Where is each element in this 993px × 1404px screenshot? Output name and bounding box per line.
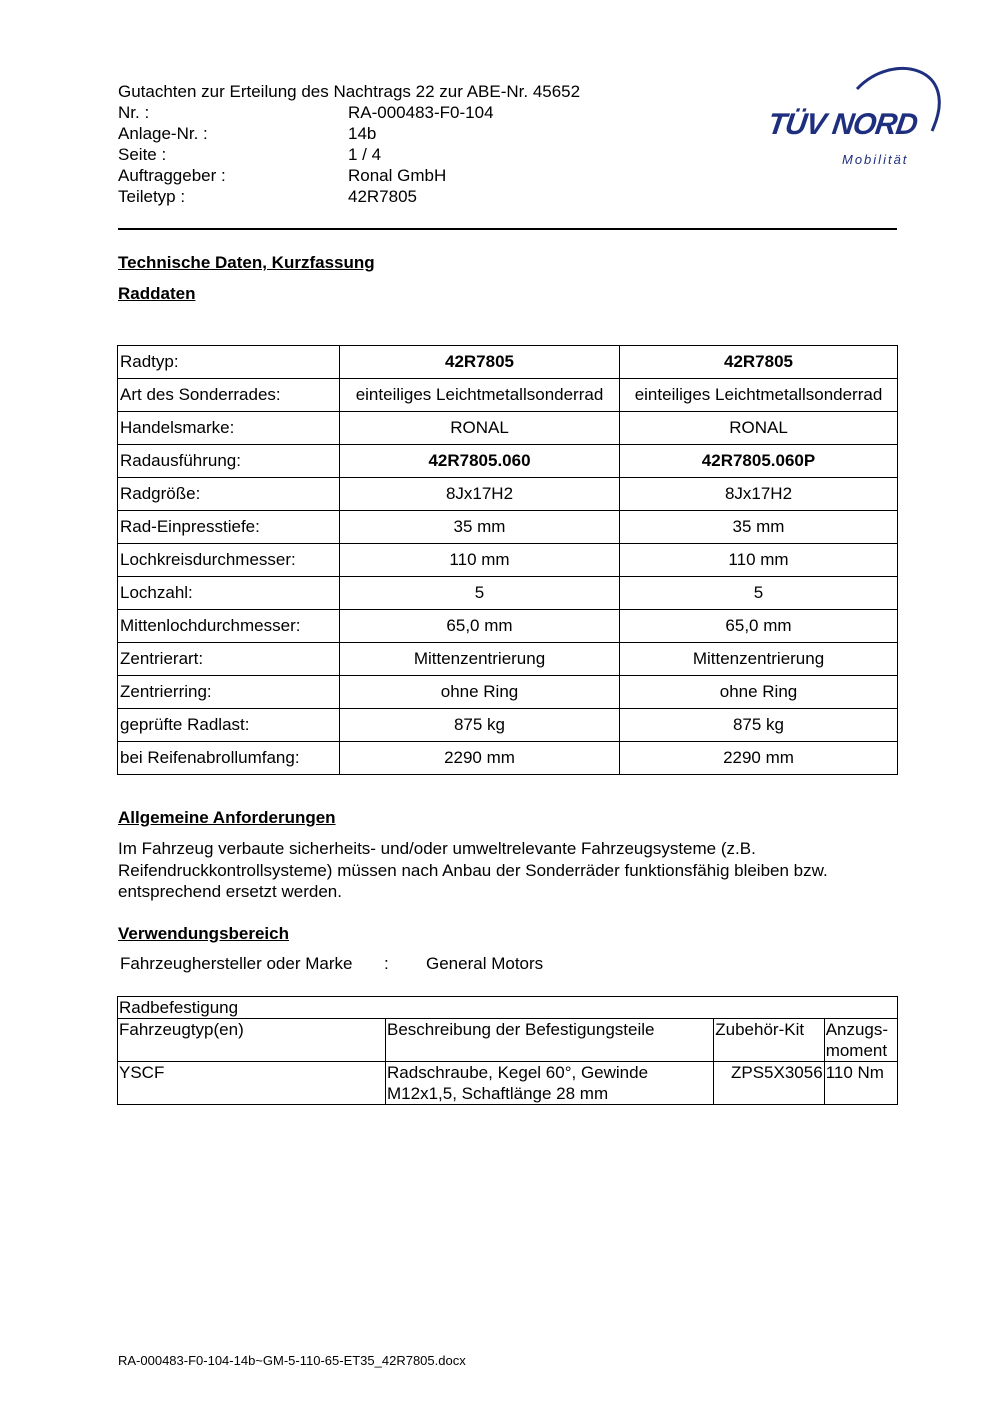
heading-requirements: Allgemeine Anforderungen	[118, 808, 336, 827]
table-row	[118, 412, 898, 445]
row-value: 35 mm	[620, 511, 898, 544]
row-label: geprüfte Radlast:	[118, 709, 340, 742]
row-label: Radausführung:	[118, 445, 340, 478]
fixing-cell: YSCF	[118, 1062, 386, 1105]
table-row	[118, 544, 898, 577]
row-label: bei Reifenabrollumfang:	[118, 742, 340, 775]
table-row	[118, 643, 898, 676]
row-value: 875 kg	[620, 709, 898, 742]
fixing-cell: 110 Nm	[824, 1062, 897, 1105]
header-value: Ronal GmbH	[348, 166, 447, 185]
row-value: ohne Ring	[340, 676, 620, 709]
fixing-cell: ZPS5X3056	[714, 1062, 824, 1105]
table-row	[118, 346, 898, 379]
footer-filename: RA-000483-F0-104-14b~GM-5-110-65-ET35_42R7805.docx	[118, 1353, 466, 1368]
table-row	[118, 709, 898, 742]
fixing-cell: Radschraube, Kegel 60°, Gewinde M12x1,5, Schaftlänge 28 mm	[386, 1062, 714, 1105]
header-label: Nr. :	[118, 103, 150, 122]
fixing-caption: Radbefestigung	[118, 997, 898, 1019]
row-value: 8Jx17H2	[620, 478, 898, 511]
requirements-text: Im Fahrzeug verbaute sicherheits- und/oder umweltrelevante Fahrzeugsysteme (z.B. Reifendruckkontrollsysteme) müssen nach Anbau der Sonderräder funktionsfähig bleiben bzw. entsprechend ersetzt werden.	[118, 839, 828, 901]
row-value: Mittenzentrierung	[620, 643, 898, 676]
row-value: 42R7805	[620, 346, 898, 379]
row-value: einteiliges Leichtmetallsonderrad	[620, 379, 898, 412]
tuv-nord-logo	[762, 56, 942, 171]
table-row	[118, 511, 898, 544]
maker-value: General Motors	[426, 954, 544, 973]
row-label: Radgröße:	[118, 478, 340, 511]
row-label: Zentrierring:	[118, 676, 340, 709]
wheel-data-table	[117, 345, 898, 775]
heading-wheel-data: Raddaten	[118, 284, 196, 303]
table-row	[118, 1062, 898, 1105]
row-value: 42R7805.060	[340, 445, 620, 478]
row-value: RONAL	[620, 412, 898, 445]
header-value: 42R7805	[348, 187, 418, 206]
report-title: Gutachten zur Erteilung des Nachtrags 22 zur ABE-Nr. 45652	[118, 82, 581, 101]
row-value: einteiliges Leichtmetallsonderrad	[340, 379, 620, 412]
header-divider	[118, 228, 897, 230]
header-label: Seite :	[118, 145, 167, 164]
row-value: 5	[620, 577, 898, 610]
row-value: 35 mm	[340, 511, 620, 544]
fixing-header-cell: Anzugs- moment	[824, 1019, 897, 1062]
row-label: Lochkreisdurchmesser:	[118, 544, 340, 577]
header-value: 1 / 4	[348, 145, 382, 164]
table-row	[118, 676, 898, 709]
fixing-header-cell: Fahrzeugtyp(en)	[118, 1019, 386, 1062]
row-label: Rad-Einpresstiefe:	[118, 511, 340, 544]
row-value: 875 kg	[340, 709, 620, 742]
maker-separator: :	[384, 954, 389, 973]
logo-wordmark: TÜV NORD	[765, 108, 920, 141]
table-row	[118, 610, 898, 643]
table-row	[118, 478, 898, 511]
row-value: Mittenzentrierung	[340, 643, 620, 676]
row-value: 42R7805.060P	[620, 445, 898, 478]
logo-subtitle: Mobilität	[842, 152, 909, 167]
row-value: 42R7805	[340, 346, 620, 379]
heading-usage: Verwendungsbereich	[118, 924, 289, 943]
header-label: Teiletyp :	[118, 187, 186, 206]
row-value: 110 mm	[340, 544, 620, 577]
header-value: RA-000483-F0-104	[348, 103, 494, 122]
fixing-header-cell: Beschreibung der Befestigungsteile	[386, 1019, 714, 1062]
row-label: Radtyp:	[118, 346, 340, 379]
row-label: Zentrierart:	[118, 643, 340, 676]
table-row	[118, 379, 898, 412]
heading-technical-data: Technische Daten, Kurzfassung	[118, 253, 375, 272]
row-label: Mittenlochdurchmesser:	[118, 610, 340, 643]
row-value: RONAL	[340, 412, 620, 445]
header-value: 14b	[348, 124, 377, 143]
wheel-fixing-table	[117, 996, 898, 1105]
maker-label: Fahrzeughersteller oder Marke	[120, 954, 353, 973]
header-label: Anlage-Nr. :	[118, 124, 208, 143]
row-value: 2290 mm	[340, 742, 620, 775]
table-row	[118, 445, 898, 478]
row-label: Lochzahl:	[118, 577, 340, 610]
fixing-header-cell: Zubehör-Kit	[714, 1019, 824, 1062]
row-value: 2290 mm	[620, 742, 898, 775]
row-value: 65,0 mm	[620, 610, 898, 643]
row-value: 8Jx17H2	[340, 478, 620, 511]
table-row	[118, 742, 898, 775]
table-row	[118, 577, 898, 610]
row-value: ohne Ring	[620, 676, 898, 709]
row-label: Art des Sonderrades:	[118, 379, 340, 412]
header-label: Auftraggeber :	[118, 166, 226, 185]
row-value: 65,0 mm	[340, 610, 620, 643]
row-label: Handelsmarke:	[118, 412, 340, 445]
row-value: 110 mm	[620, 544, 898, 577]
row-value: 5	[340, 577, 620, 610]
